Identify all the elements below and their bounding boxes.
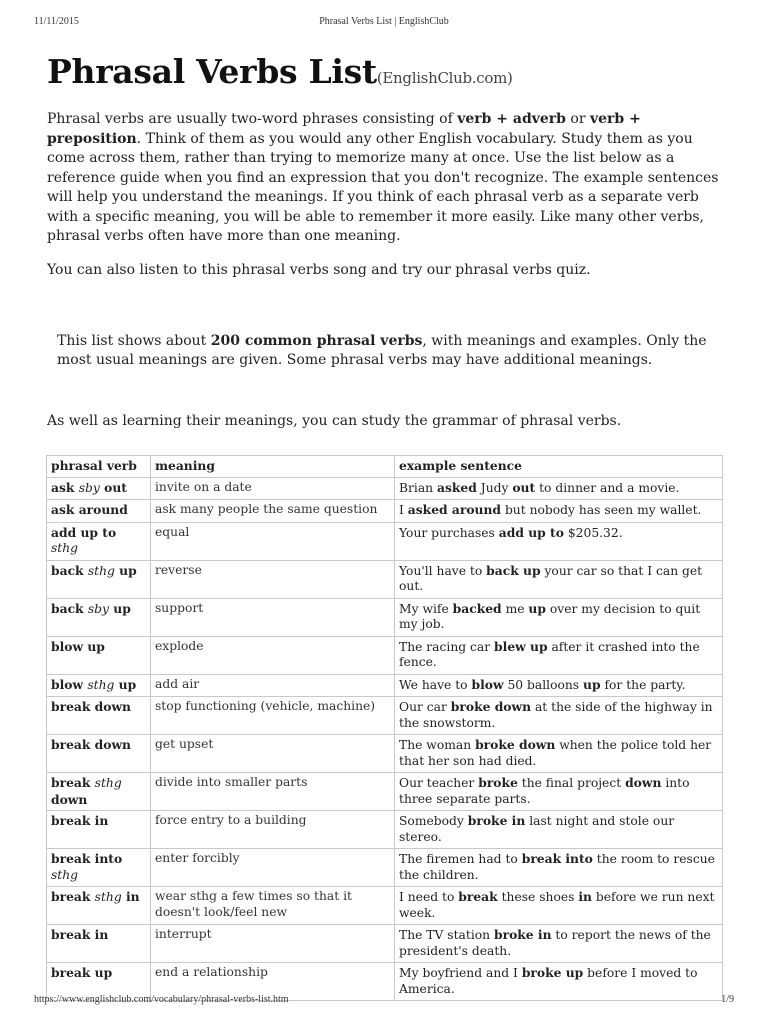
cell-example	[395, 598, 723, 636]
cell-phrasal-verb	[47, 887, 151, 925]
cell-phrasal-verb	[47, 636, 151, 674]
cell-meaning: end a relationship	[151, 963, 395, 1001]
cell-phrasal-verb	[47, 477, 151, 500]
example-text: to report the news of the president's death.	[399, 928, 711, 958]
example-highlight: break	[458, 889, 498, 904]
cell-meaning: ask many people the same question	[151, 500, 395, 523]
example-text: The woman	[399, 738, 476, 752]
verb-object-placeholder: sthg	[51, 867, 79, 882]
verb-text: up	[114, 562, 137, 578]
phrasal-verbs-table	[46, 455, 723, 1001]
cell-meaning: force entry to a building	[151, 811, 395, 849]
example-text: before I moved to America.	[399, 966, 698, 996]
table-row	[47, 735, 723, 773]
cell-example	[395, 697, 723, 735]
example-text: before we run next week.	[399, 890, 715, 920]
intro-paragraph	[47, 110, 723, 247]
cell-meaning: reverse	[151, 560, 395, 598]
example-highlight: add up to	[498, 524, 564, 540]
example-text: Somebody	[399, 814, 468, 828]
cell-example	[395, 735, 723, 773]
cell-meaning: add air	[151, 674, 395, 697]
table-row	[47, 849, 723, 887]
table-row	[47, 522, 723, 560]
example-text: Our car	[399, 700, 451, 714]
cell-phrasal-verb	[47, 522, 151, 560]
cell-example	[395, 925, 723, 963]
verb-text: break up	[51, 965, 113, 980]
example-text: My wife	[399, 601, 453, 616]
example-text: Our teacher	[399, 776, 479, 790]
example-text: to dinner and a movie.	[535, 480, 680, 495]
cell-phrasal-verb	[47, 773, 151, 811]
example-text: when the police told her that her son had died.	[399, 738, 712, 768]
intro-bold-2: verb + preposition	[47, 111, 641, 147]
example-highlight: out	[512, 479, 536, 495]
table-row	[47, 598, 723, 636]
example-text: I	[399, 503, 408, 517]
table-row	[47, 636, 723, 674]
example-text: The firemen had to	[399, 852, 522, 866]
example-text: these shoes	[497, 890, 579, 904]
example-text: Judy	[476, 480, 513, 495]
cell-meaning: explode	[151, 636, 395, 674]
table-header-row	[47, 456, 723, 478]
example-text: $205.32.	[563, 525, 623, 540]
cell-meaning: get upset	[151, 735, 395, 773]
example-text: the final project	[517, 776, 626, 790]
listen-paragraph: You can also listen to this phrasal verbs song and try our phrasal verbs quiz.	[47, 261, 591, 278]
cell-example	[395, 849, 723, 887]
article-content	[47, 50, 723, 431]
example-text: at the side of the highway in the snowstorm.	[399, 700, 713, 730]
example-text: after it crashed into the fence.	[399, 639, 700, 669]
example-highlight: broke in	[494, 927, 552, 942]
verb-text: in	[121, 889, 140, 904]
cell-meaning: enter forcibly	[151, 849, 395, 887]
example-highlight: broke in	[467, 813, 526, 828]
cell-example	[395, 522, 723, 560]
print-page-number: 1/9	[721, 994, 734, 1005]
example-text: the room to rescue the children.	[399, 852, 715, 882]
example-text: The racing car	[399, 639, 495, 654]
table-row	[47, 697, 723, 735]
example-highlight: asked around	[407, 502, 502, 517]
table-body	[47, 477, 723, 1001]
verb-text: break in	[51, 813, 109, 828]
grammar-paragraph: As well as learning their meanings, you can study the grammar of phrasal verbs.	[47, 413, 622, 429]
verb-text: blow up	[51, 638, 105, 654]
example-text: into three separate parts.	[399, 776, 690, 806]
verb-text: ask	[51, 479, 79, 495]
info-text-2: , with meanings and examples. Only the most usual meanings are given. Some phrasal verbs may have additional meanings.	[57, 333, 707, 368]
cell-meaning: stop functioning (vehicle, machine)	[151, 697, 395, 735]
verb-text: up	[109, 600, 131, 616]
verb-text: up	[114, 676, 137, 692]
print-page-title: Phrasal Verbs List | EnglishClub	[319, 16, 449, 27]
page-title	[47, 50, 723, 100]
example-text: last night and stole our stereo.	[399, 814, 675, 844]
verb-object-placeholder: sthg	[51, 541, 79, 555]
verb-text: break down	[51, 737, 131, 752]
intro-text-1: Phrasal verbs are usually two-word phrases consisting of	[47, 111, 458, 127]
cell-meaning: divide into smaller parts	[151, 773, 395, 811]
cell-phrasal-verb	[47, 849, 151, 887]
verb-object-placeholder: sthg	[94, 890, 122, 904]
example-text: I need to	[399, 890, 459, 904]
info-box	[57, 332, 721, 370]
cell-phrasal-verb	[47, 697, 151, 735]
example-highlight: back up	[486, 562, 541, 578]
example-highlight: broke	[478, 775, 518, 790]
column-header-meaning: meaning	[151, 456, 395, 478]
cell-phrasal-verb	[47, 598, 151, 636]
column-header-example: example sentence	[395, 456, 723, 478]
cell-phrasal-verb	[47, 925, 151, 963]
example-highlight: blew up	[494, 638, 548, 654]
print-date: 11/11/2015	[34, 16, 79, 27]
example-text: 50 balloons	[503, 677, 584, 692]
cell-example	[395, 636, 723, 674]
info-bold: 200 common phrasal verbs	[210, 333, 423, 349]
example-text: We have to	[399, 677, 472, 692]
intro-text-2: or	[565, 111, 591, 127]
example-highlight: backed	[452, 600, 502, 616]
verb-text: blow	[51, 676, 88, 692]
verb-text: down	[51, 791, 88, 807]
info-text-1: This list shows about	[57, 333, 211, 349]
intro-text-3: . Think of them as you would any other English vocabulary. Study them as you come across them, rather than trying to memorize many at once. Use the list below as a reference guide when you find an expression that you don't recognize. The example sentences will help you understand the meanings. If you think of each phrasal verb as a separate verb with a specific meaning, you will be able to remember it more easily. Like many other verbs, phrasal verbs often have more than one meaning.	[47, 130, 719, 244]
table-row	[47, 674, 723, 697]
cell-phrasal-verb	[47, 811, 151, 849]
verb-text: out	[99, 479, 127, 495]
cell-meaning: wear sthg a few times so that it doesn't look/feel new	[151, 887, 395, 925]
cell-example	[395, 963, 723, 1001]
example-text: Your purchases	[399, 525, 499, 540]
example-text: me	[501, 601, 529, 616]
example-text: your car so that I can get out.	[399, 563, 703, 593]
example-highlight: break into	[521, 851, 593, 866]
example-highlight: broke down	[450, 699, 532, 714]
table-row	[47, 811, 723, 849]
cell-phrasal-verb	[47, 735, 151, 773]
cell-example	[395, 674, 723, 697]
cell-example	[395, 560, 723, 598]
example-text: for the party.	[600, 677, 686, 692]
example-highlight: asked	[437, 479, 477, 495]
verb-text: back	[51, 600, 88, 616]
verb-object-placeholder: sthg	[87, 563, 115, 578]
example-highlight: down	[625, 775, 662, 790]
example-highlight: broke up	[521, 965, 584, 980]
example-text: The TV station	[399, 928, 494, 942]
example-text: over my decision to quit my job.	[399, 601, 701, 631]
cell-example	[395, 773, 723, 811]
table-row	[47, 560, 723, 598]
example-text: but nobody has seen my wallet.	[501, 503, 702, 517]
cell-example	[395, 811, 723, 849]
table-row	[47, 500, 723, 523]
verb-text: back	[51, 562, 88, 578]
cell-meaning: support	[151, 598, 395, 636]
cell-example	[395, 887, 723, 925]
verb-text: add up to	[51, 524, 117, 540]
example-text: My boyfriend and I	[399, 966, 522, 980]
page-title-text: Phrasal Verbs List	[47, 52, 377, 91]
table-row	[47, 477, 723, 500]
example-highlight: broke down	[475, 737, 556, 752]
example-highlight: up	[583, 676, 601, 692]
verb-text: break in	[51, 927, 109, 942]
example-highlight: up	[528, 600, 546, 616]
cell-meaning: invite on a date	[151, 477, 395, 500]
cell-example	[395, 500, 723, 523]
table-row	[47, 887, 723, 925]
cell-meaning: interrupt	[151, 925, 395, 963]
verb-text: break into	[51, 851, 123, 866]
cell-phrasal-verb	[47, 500, 151, 523]
verb-object-placeholder: sby	[87, 601, 109, 616]
verb-text: break	[51, 775, 95, 790]
intro-bold-1: verb + adverb	[457, 111, 566, 127]
verb-text: break down	[51, 699, 131, 714]
cell-phrasal-verb	[47, 674, 151, 697]
table-row	[47, 925, 723, 963]
example-highlight: in	[578, 889, 592, 904]
page-title-source: (EnglishClub.com)	[376, 69, 513, 87]
verb-text: ask around	[51, 502, 128, 517]
cell-example	[395, 477, 723, 500]
verb-text: break	[51, 889, 95, 904]
verb-object-placeholder: sby	[78, 480, 100, 495]
cell-meaning: equal	[151, 522, 395, 560]
cell-phrasal-verb	[47, 560, 151, 598]
example-text: You'll have to	[399, 563, 487, 578]
example-highlight: blow	[471, 676, 504, 692]
table-row	[47, 773, 723, 811]
verb-object-placeholder: sthg	[87, 677, 115, 692]
example-text: Brian	[399, 480, 438, 495]
print-url: https://www.englishclub.com/vocabulary/phrasal-verbs-list.htm	[34, 994, 289, 1005]
verb-object-placeholder: sthg	[94, 776, 122, 790]
column-header-verb: phrasal verb	[47, 456, 151, 478]
